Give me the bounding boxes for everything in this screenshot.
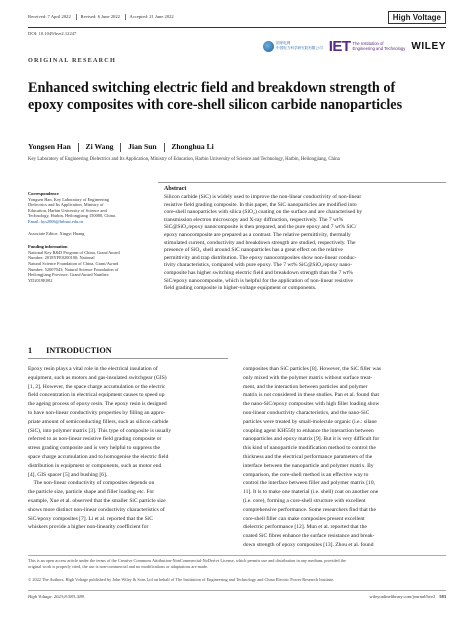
body-line: particles were treated by small-molecule organic (i.e.: silane bbox=[243, 418, 377, 425]
body-line: non-linear conductivity characteristics, and the nano-SiC bbox=[243, 409, 370, 416]
body-line: only mixed with the polymer matrix without surface treat- bbox=[243, 374, 373, 381]
iet-logo-line2: Engineering and Technology bbox=[352, 46, 406, 51]
author-name[interactable]: Zi Wang bbox=[85, 142, 114, 151]
date-divider bbox=[76, 14, 77, 20]
body-line: whiskers provide a higher non-linearity coefficient for bbox=[28, 524, 149, 531]
body-line: space charge accumulation and to homogenise the electric field bbox=[28, 453, 169, 460]
abstract-line: composite has higher switching electric field and breakdown strength than the 7 wt% bbox=[164, 269, 353, 276]
body-line: SiC/epoxy composites [7]. Li et al. reported that the SiC bbox=[28, 515, 153, 522]
body-line: stress grading composite and is very helpful to suppress the bbox=[28, 445, 161, 452]
abstract-line: stimulated current, conductivity and breakdown strength are studied, respectively. The bbox=[164, 239, 356, 246]
header-rule bbox=[28, 27, 446, 28]
section-number: 1 bbox=[28, 346, 33, 355]
body-line: down strength of epoxy composites [13]. Zhou et al. found bbox=[243, 541, 374, 548]
funding-line: YD2019E002 bbox=[28, 277, 53, 283]
body-line: The non-linear conductivity of composites depends on bbox=[28, 480, 155, 487]
author-divider bbox=[78, 143, 79, 152]
article-title bbox=[28, 80, 448, 114]
body-line: matrix is not considered in these studies. Pan et al. found that bbox=[243, 392, 380, 399]
article-dates bbox=[28, 14, 176, 20]
body-line: comprehensive performance. Some researchers find that the bbox=[243, 506, 376, 513]
section-title: INTRODUCTION bbox=[46, 346, 112, 355]
body-line: this kind of nanoparticle modification method to control the bbox=[243, 445, 376, 452]
funding-heading: Funding information bbox=[28, 244, 68, 250]
body-line: Epoxy resin plays a vital role in the electrical insulation of bbox=[28, 366, 158, 372]
bottom-rule bbox=[28, 590, 446, 591]
journal-name[interactable]: High Voltage bbox=[388, 11, 446, 24]
iet-logo bbox=[329, 38, 406, 55]
date-divider bbox=[125, 14, 126, 20]
correspondence-line: Yongsen Han, Key Laboratory of Engineering bbox=[28, 196, 110, 202]
section-rule bbox=[28, 358, 228, 359]
body-line: control the interface between filler and polymer matrix [10, bbox=[243, 480, 375, 487]
author-name[interactable]: Yongsen Han bbox=[28, 142, 71, 151]
abstract-rule bbox=[158, 182, 446, 183]
doi-link[interactable]: DOI: 10.1049/hve2.12247 bbox=[28, 31, 77, 36]
copyright-notice: © 2022 The Authors. High Voltage published by John Wiley & Sons Ltd on behalf of The Institution of Engineering and Technology and China Electric Power Research Institute. bbox=[28, 577, 335, 582]
author-divider bbox=[120, 143, 121, 152]
correspondence-line: Technology, Harbin, Heilongjiang 150080, China. bbox=[28, 213, 116, 219]
body-line: field concentration in electrical equipment causes to speed up bbox=[28, 392, 165, 399]
body-line: (i.e. core), forming a core-shell structure with excellent bbox=[243, 497, 366, 504]
correspondence-line: Dielectrics and Its Application, Ministry of bbox=[28, 202, 104, 208]
author-list bbox=[28, 142, 214, 152]
journal-url[interactable]: wileyonlinelibrary.com/journal/hve2 bbox=[369, 594, 436, 599]
body-line: the particle size, particle shape and filler loading etc. For bbox=[28, 489, 155, 496]
license-line: This is an open access article under the terms of the Creative Commons Attribution-NonCommercial-NoDerivs License, which permits use and distribution in any medium, provided the bbox=[28, 558, 346, 563]
body-line: distribution in equipment or components, such as motor end bbox=[28, 462, 162, 469]
body-line: the ageing process of epoxy resin. The epoxy resin is designed bbox=[28, 401, 167, 408]
body-column-right bbox=[243, 365, 446, 550]
abstract bbox=[164, 186, 446, 293]
body-line: coated SiC fibres enhance the surface resistance and break- bbox=[243, 533, 375, 540]
abstract-line: epoxy nanocomposite are prepared as a contrast. The relative permittivity, thermally bbox=[164, 231, 351, 238]
cepri-logo-line1: 国家电网 bbox=[275, 41, 291, 46]
body-line: dielectric performance [12]. Mun et al. reported that the bbox=[243, 524, 367, 531]
body-line: [4], GIS spacer [5] and bushing [6]. bbox=[28, 471, 108, 478]
associate-editor: Associate Editor: Xingyi Huang bbox=[28, 230, 85, 236]
abstract-line: field grading composite in higher-voltage equipment or components. bbox=[164, 285, 317, 292]
wiley-logo: WILEY bbox=[411, 40, 446, 52]
publisher-logos bbox=[263, 33, 446, 59]
correspondence-email[interactable]: Email: hys2006@hrbust.edu.cn bbox=[28, 218, 84, 224]
cepri-globe-icon bbox=[263, 41, 274, 52]
author-name[interactable]: Jian Sun bbox=[128, 142, 157, 151]
title-line: epoxy composites with core-shell silicon carbide nanoparticles bbox=[28, 97, 403, 113]
revised-date: Revised: 6 June 2022 bbox=[80, 14, 120, 20]
funding-line: Natural Science Foundation of China, Grant/Award bbox=[28, 260, 119, 266]
body-line: equipment, such as motors and gas-insulated switchgear (GIS) bbox=[28, 374, 167, 381]
footer-right bbox=[369, 594, 446, 599]
iet-mark: IET bbox=[328, 37, 351, 55]
body-line: comparison, the core-shell method is an effective way to bbox=[243, 471, 369, 478]
abstract-line: SiC/epoxy nanocomposite, which is helpful for the application of non-linear resistive bbox=[164, 277, 354, 284]
accepted-date: Accepted: 21 June 2022 bbox=[129, 14, 174, 20]
received-date: Received: 7 April 2022 bbox=[28, 14, 71, 20]
body-line: shows more distinct non-linear conductivity characteristics of bbox=[28, 506, 165, 513]
body-column-left bbox=[28, 365, 231, 532]
abstract-line: presence of SiO₂ shell around SiC nanoparticles has a great effect on the relative bbox=[164, 247, 343, 254]
body-line: 11]. It is to make one material (i.e. shell) coat on another one bbox=[243, 489, 379, 496]
abstract-line: permittivity and trap distribution. The epoxy nanocomposites show non-linear conduc- bbox=[164, 254, 357, 261]
abstract-line: Silicon carbide (SiC) is widely used to improve the non-linear conductivity of non-linear bbox=[164, 194, 362, 200]
author-divider bbox=[164, 143, 165, 152]
body-line: (SiC), into polymer matrix [3]. This type of composite is usually bbox=[28, 427, 172, 434]
sidebar-info bbox=[28, 186, 148, 283]
body-line: ment, and the interaction between particles and polymer bbox=[243, 383, 368, 390]
section-heading bbox=[28, 346, 112, 355]
abstract-line: tivity characteristics, compared with pure epoxy. The 7 wt% SiC@SiO₂/epoxy nano- bbox=[164, 262, 353, 269]
body-line: [1, 2]. However, the space charge accumulation or the electric bbox=[28, 383, 166, 390]
cepri-logo-line2: 中国电力科学研究院有限公司 bbox=[275, 46, 323, 50]
funding-line: Heilongjiang Province, Grant/Award Number: bbox=[28, 272, 110, 278]
footer-rule bbox=[28, 555, 446, 556]
abstract-line: core-shell nanoparticles with silica (SiO₂) coating on the surface and are characterised by bbox=[164, 209, 363, 216]
body-line: priate amount of semiconducting fillers, such as silicon carbide bbox=[28, 418, 169, 425]
author-name[interactable]: Zhonghua Li bbox=[171, 142, 214, 151]
body-line: referred to as non-linear resistive field grading composite or bbox=[28, 436, 162, 443]
body-line: core-shell filler can make composites present excellent bbox=[243, 515, 365, 522]
abstract-line: transmission electron microscopy and X-ray diffraction, respectively. The 7 wt% bbox=[164, 216, 344, 223]
correspondence-line: Education, Harbin University of Science and bbox=[28, 207, 107, 213]
abstract-line: resistive field grading composite. In this paper, the SiC nanoparticles are modified into bbox=[164, 201, 357, 208]
body-line: example, Xue et al. observed that the smaller SiC particle size bbox=[28, 497, 166, 504]
license-notice bbox=[28, 558, 448, 569]
funding-line: Number: 52007043; Natural Science Foundation of bbox=[28, 266, 119, 272]
abstract-heading: Abstract bbox=[164, 186, 187, 192]
body-line: thickness and the electrical performance parameters of the bbox=[243, 453, 373, 460]
correspondence-heading: Correspondence bbox=[28, 191, 59, 196]
abstract-line: SiC@SiO₂/epoxy nanocomposite is then prepared, and the pure epoxy and 7 wt% SiC/ bbox=[164, 224, 357, 231]
journal-citation: High Voltage. 2023;8:583–589. bbox=[28, 594, 85, 599]
funding-line: National Key R&D Program of China, Grant/Award bbox=[28, 249, 120, 255]
body-line: composites than SiC particles [8]. However, the SiC filler was bbox=[243, 366, 381, 372]
funding-line: Number: 2018YFE0200100; National bbox=[28, 255, 95, 261]
article-type: ORIGINAL RESEARCH bbox=[28, 57, 116, 64]
body-line: the nano-SiC/epoxy composites with high filler loading show bbox=[243, 401, 380, 408]
license-line: original work is properly cited, the use is non-commercial and no modifications or adaptations are made. bbox=[28, 563, 209, 569]
affiliation: Key Laboratory of Engineering Dielectrics and Its Application, Ministry of Education, Harbin University of Science and Technology, Harbin, Heilongjiang, China bbox=[28, 157, 340, 162]
iet-logo-line1: The Institution of bbox=[352, 41, 384, 46]
body-line: nanoparticles and epoxy matrix [9]. But it is very difficult for bbox=[243, 436, 380, 443]
cepri-logo bbox=[263, 41, 323, 52]
title-line: Enhanced switching electric field and breakdown strength of bbox=[28, 80, 396, 96]
page-number: 583 bbox=[439, 594, 446, 599]
body-line: to have non-linear conductivity properties by filling an appro- bbox=[28, 409, 166, 416]
body-line: interface between the nanoparticle and polymer matrix. By bbox=[243, 462, 374, 469]
body-line: coupling agent KH550) to enhance the interaction between bbox=[243, 427, 374, 434]
